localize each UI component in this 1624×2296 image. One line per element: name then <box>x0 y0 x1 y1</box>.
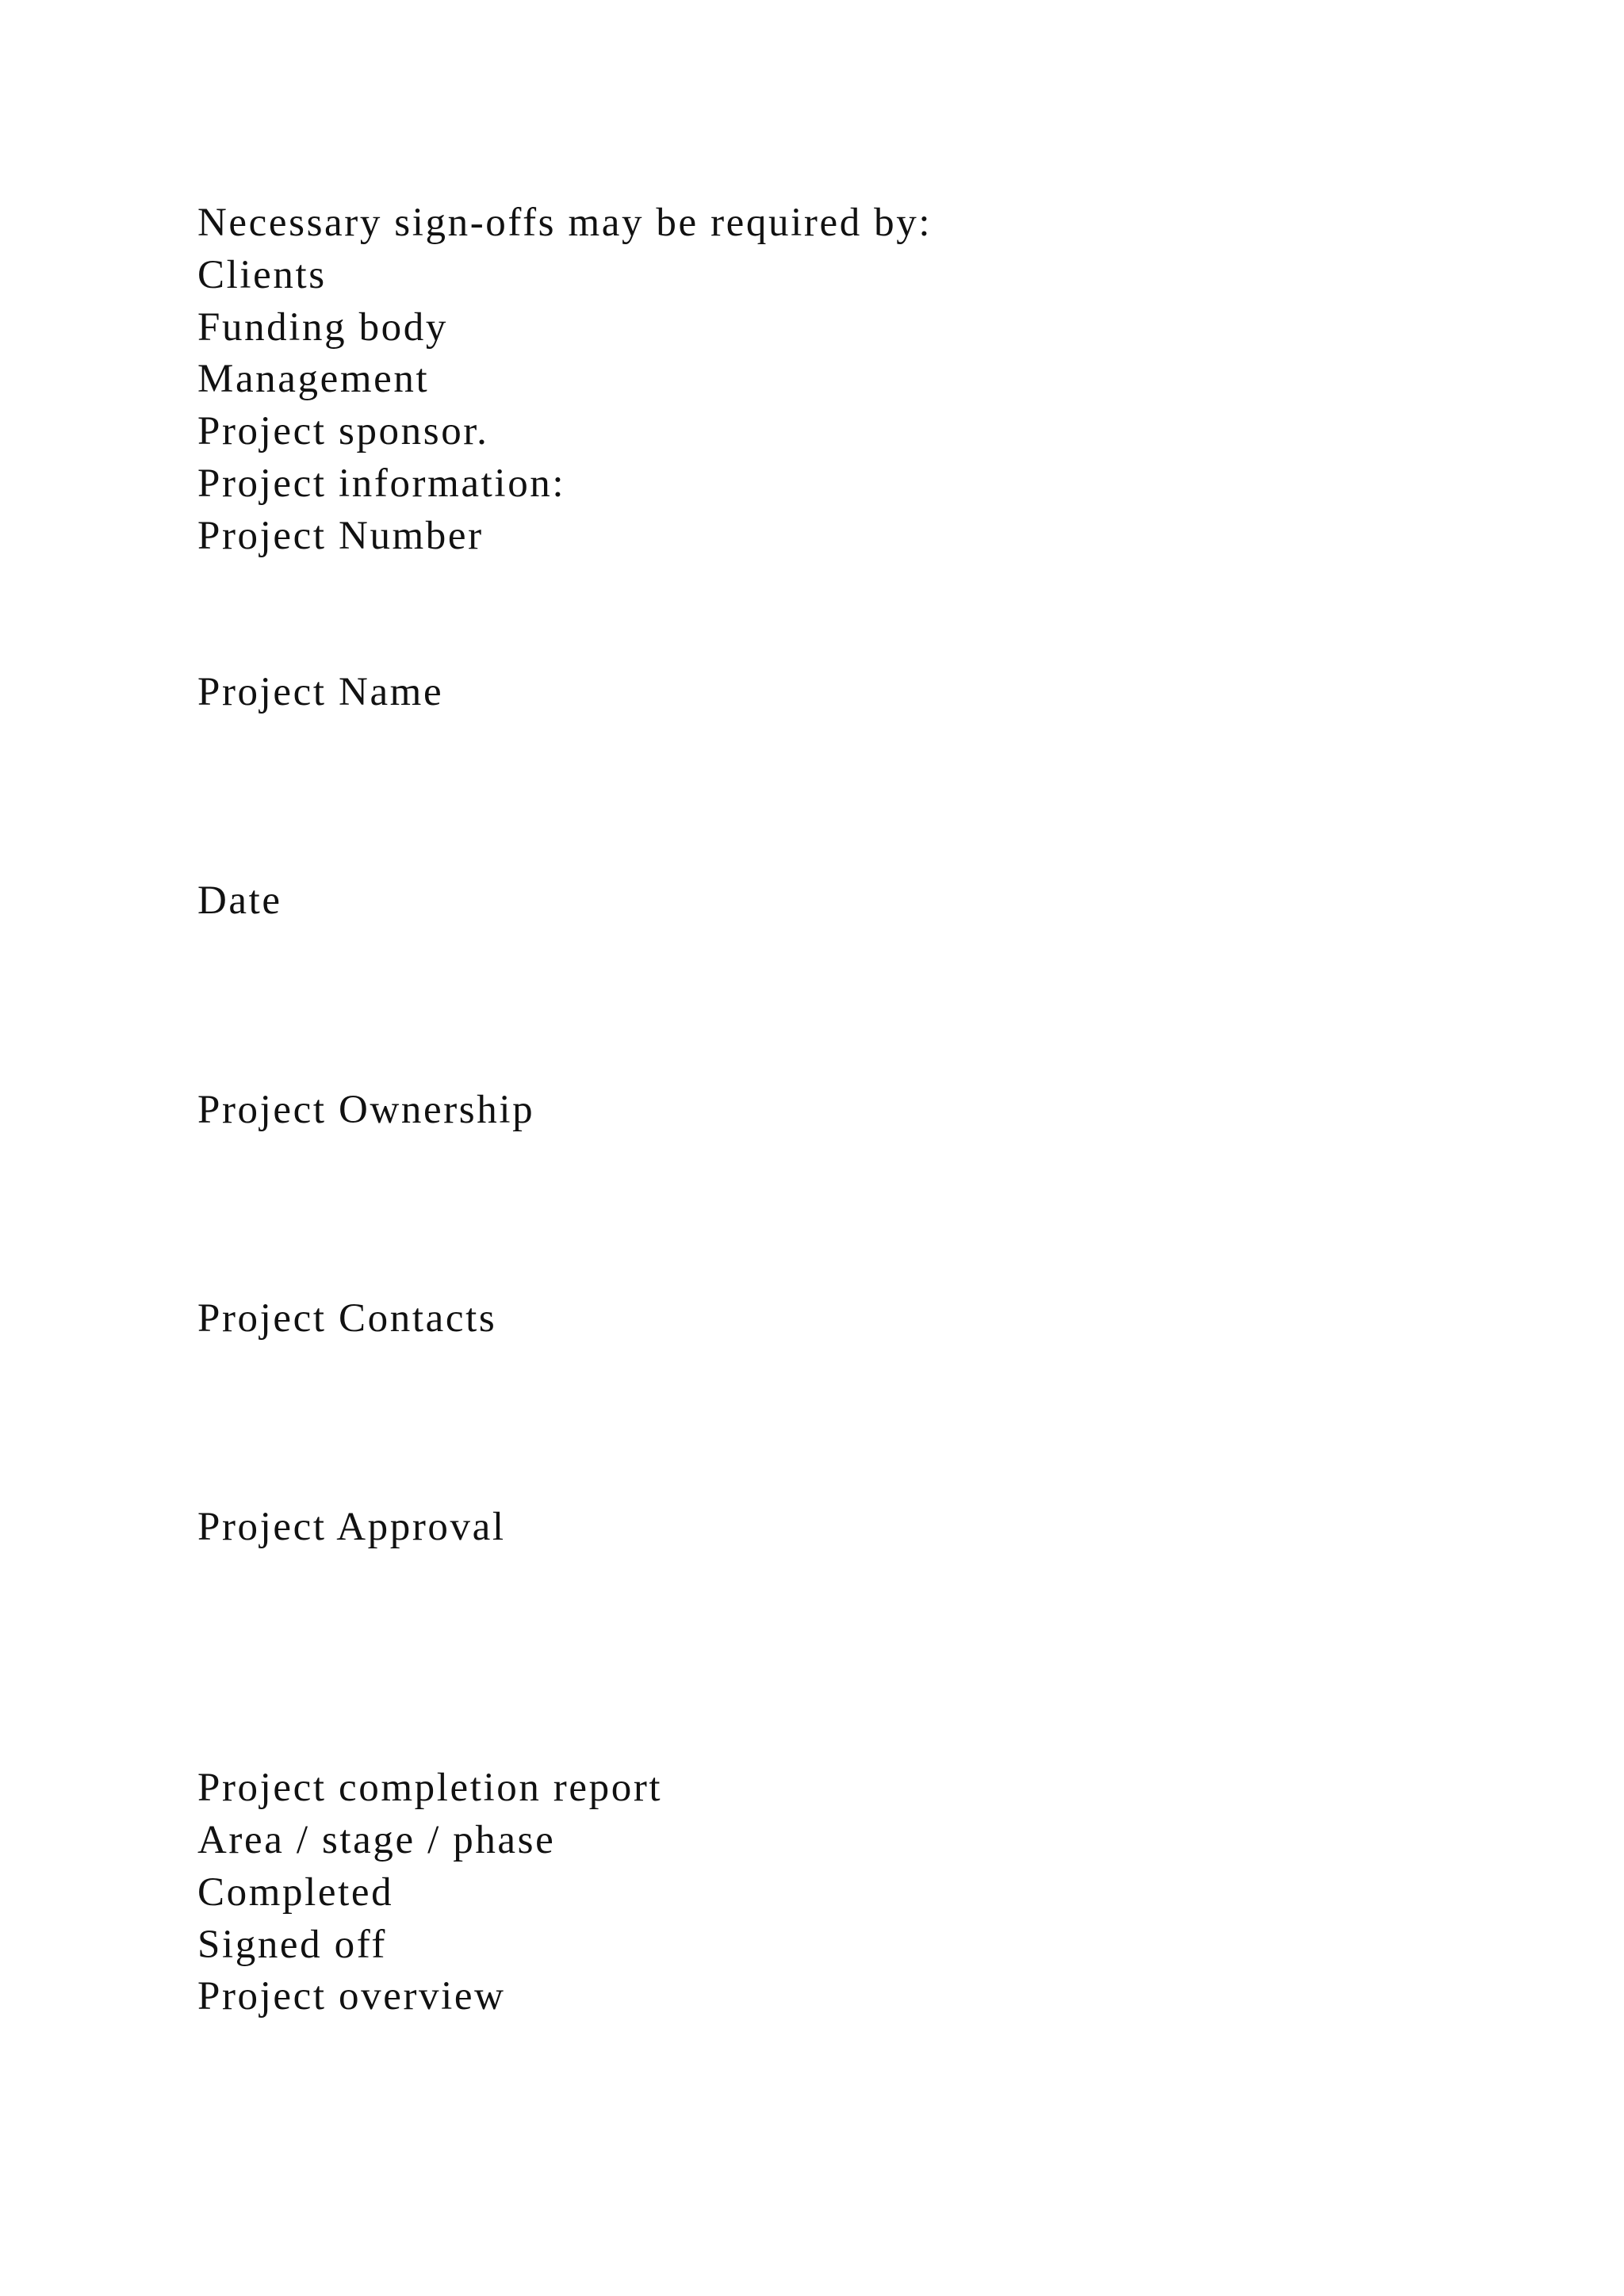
field-project-name: Project Name <box>197 670 444 714</box>
completion-report-heading: Project completion report <box>197 1766 663 1810</box>
field-project-ownership: Project Ownership <box>197 1088 535 1132</box>
project-overview-heading: Project overview <box>197 1974 506 2019</box>
field-project-number: Project Number <box>197 514 484 558</box>
column-area-stage-phase: Area / stage / phase <box>197 1818 556 1862</box>
field-project-approval: Project Approval <box>197 1505 506 1549</box>
signoff-item-management: Management <box>197 357 430 401</box>
signoff-item-clients: Clients <box>197 253 327 297</box>
project-information-heading: Project information: <box>197 461 566 506</box>
column-completed: Completed <box>197 1870 394 1915</box>
signoff-item-project-sponsor: Project sponsor. <box>197 409 489 453</box>
field-date: Date <box>197 878 282 923</box>
column-signed-off: Signed off <box>197 1923 387 1967</box>
signoff-heading: Necessary sign-offs may be required by: <box>197 201 933 245</box>
field-project-contacts: Project Contacts <box>197 1296 497 1341</box>
signoff-item-funding-body: Funding body <box>197 305 448 350</box>
